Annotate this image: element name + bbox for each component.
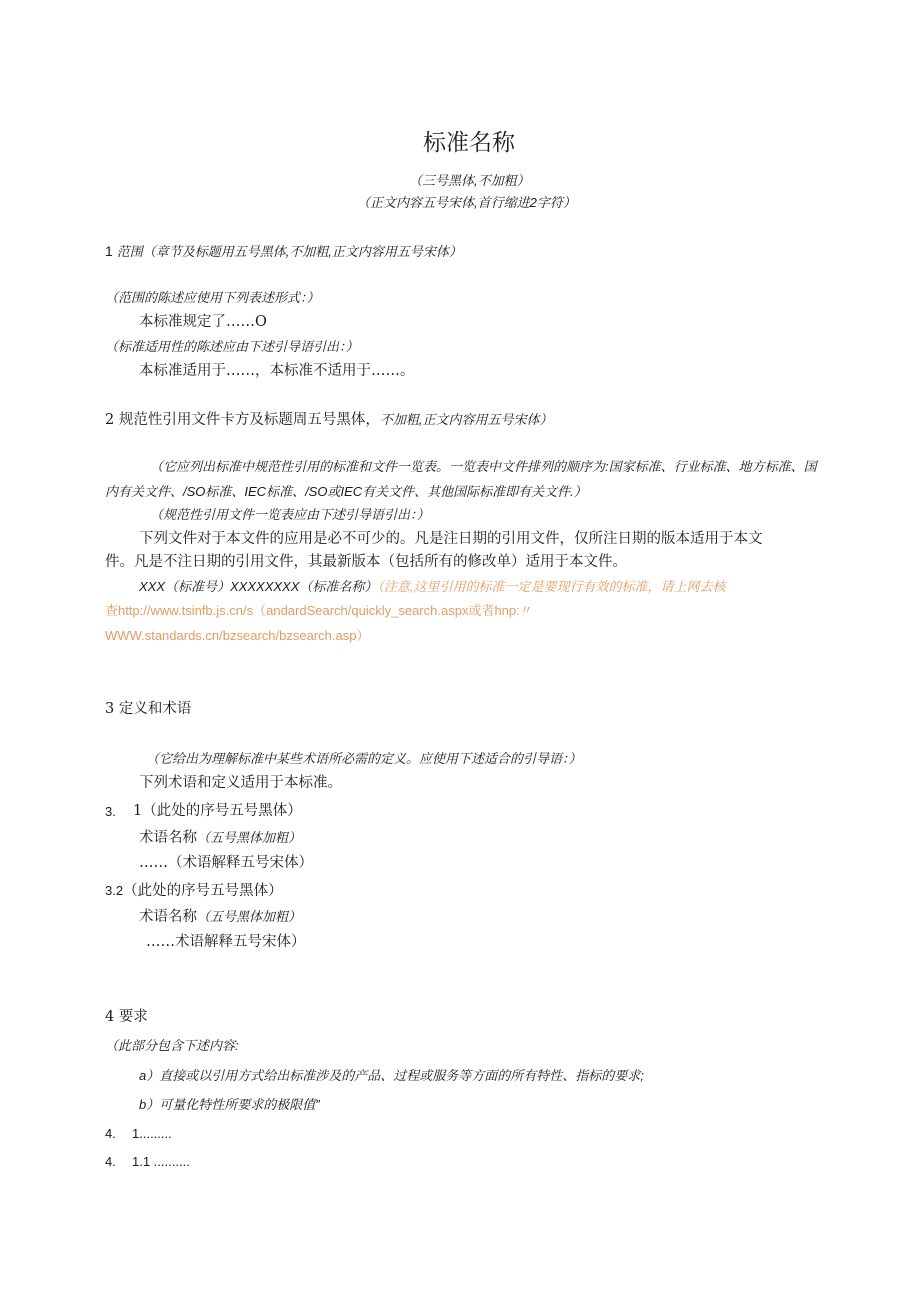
requirement-1-1-number: 4. — [105, 1154, 116, 1169]
term-1-number-text: 1（此处的序号五号黑体） — [133, 803, 302, 819]
term-1-number: 3. — [105, 804, 116, 819]
term-2-definition: ……术语解释五号宋体） — [146, 934, 306, 950]
section-2-note-2: （规范性引用文件一览表应由下述引导语引出：） — [150, 507, 430, 522]
section-3-heading: 3 定义和术语 — [105, 701, 192, 717]
term-1-name-line — [139, 828, 301, 847]
section-3-note: （它给出为理解标准中某些术语所必需的定义。应使用下述适合的引导语：） — [146, 751, 582, 766]
section-4-note: （此部分包含下述内容: — [105, 1038, 239, 1053]
term-2-number-text: （此处的序号五号黑体） — [123, 883, 283, 899]
requirement-1-text: 1......... — [132, 1126, 172, 1141]
subtitle-body-note: （正文内容五号宋体,首行缩进2字符） — [357, 195, 576, 210]
section-4-point-a: a）直接或以引用方式给出标准涉及的产品、过程或服务等方面的所有特性、指标的要求; — [139, 1068, 644, 1083]
requirement-1-1 — [105, 1153, 190, 1171]
section-2-heading-text: 2 规范性引用文件卡方及标题周五号黑体， — [105, 412, 380, 428]
requirement-1-1-text: 1.1 .......... — [132, 1154, 190, 1169]
section-1-text-1: 本标准规定了……O — [139, 314, 267, 330]
reference-note-line-3: WWW.standards.cn/bzsearch/bzsearch.asp） — [105, 628, 370, 643]
reference-note-line-1: （注意,这里引用的标准一定是要现行有效的标准，请上网去核 — [377, 579, 726, 594]
section-2-heading-note: 不加粗,正文内容用五号宋体） — [379, 412, 553, 427]
section-1-heading — [105, 242, 462, 261]
term-2-number-line — [105, 881, 283, 900]
section-1-text-2: 本标准适用于……，本标准不适用于……。 — [139, 363, 415, 379]
section-1-number: 1 — [105, 243, 113, 259]
reference-note-line-2: 查http://www.tsinfb.js.cn/s（andardSearch/quickly_search.aspx或者hnp:〃 — [105, 603, 533, 618]
section-3-intro: 下列术语和定义适用于本标准。 — [139, 775, 342, 791]
section-2-reference — [139, 578, 726, 596]
term-1-name-note: （五号黑体加粗） — [197, 830, 302, 845]
requirement-1-number: 4. — [105, 1126, 116, 1141]
term-1-definition: ……（术语解释五号宋体） — [139, 855, 313, 871]
term-2-name-line — [139, 907, 301, 926]
term-1-number-line — [105, 802, 302, 821]
term-1-name: 术语名称 — [139, 830, 197, 846]
requirement-1 — [105, 1125, 172, 1143]
page-title: 标准名称 — [423, 129, 515, 155]
section-2-note-1-line-1: （它应列出标准中规范性引用的标准和文件一览表。一览表中文件排列的顺序为:国家标准、行业标准、地方标准、国 — [150, 459, 817, 474]
term-2-name: 术语名称 — [139, 909, 197, 925]
section-4-point-b: b）可量化特性所要求的极限值” — [139, 1097, 320, 1112]
section-2-text-line-2: 件。凡是不注日期的引用文件，其最新版本（包括所有的修改单）适用于本文件。 — [105, 554, 627, 570]
section-2-text-line-1: 下列文件对于本文件的应用是必不可少的。凡是注日期的引用文件，仅所注日期的版本适用于本文 — [139, 531, 763, 547]
section-1-heading-note: 范围（章节及标题用五号黑体,不加粗,正文内容用五号宋体） — [116, 244, 462, 259]
reference-prefix: XXX（标准号）XXXXXXXX（标准名称） — [139, 579, 378, 594]
section-2-note-1-line-2: 内有关文件、/SO标准、IEC标准、/SO或IEC有关文件、其他国际标准即有关文件.） — [105, 484, 587, 499]
subtitle-font-note: （三号黑体,不加粗） — [409, 173, 530, 188]
section-4-heading: 4 要求 — [105, 1009, 148, 1025]
term-2-name-note: （五号黑体加粗） — [197, 909, 302, 924]
section-1-note-1: （范围的陈述应使用下列表述形式：） — [105, 290, 320, 305]
section-2-heading — [105, 410, 552, 429]
section-1-note-2: （标准适用性的陈述应由下述引导语引出：） — [105, 339, 359, 354]
term-2-number: 3.2 — [105, 883, 124, 898]
